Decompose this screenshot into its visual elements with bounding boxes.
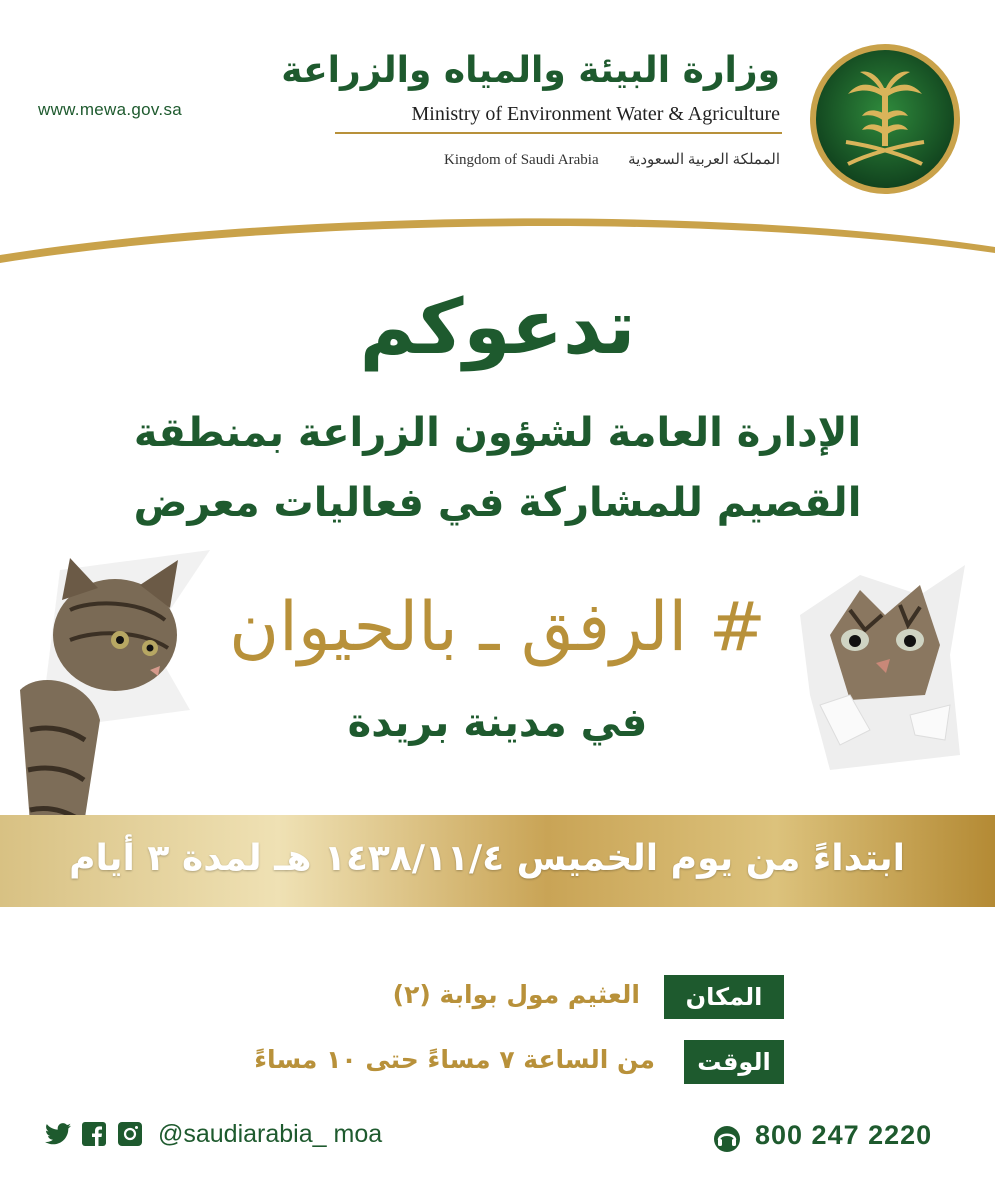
- place-label: المكان: [664, 975, 784, 1019]
- header-divider: [335, 132, 782, 134]
- social-handle[interactable]: @saudiarabia_ moa: [158, 1120, 383, 1148]
- kingdom-line: [444, 150, 780, 169]
- exhibition-hashtag: # الرفق ـ بالحيوان: [229, 588, 766, 667]
- gold-curve-divider: [0, 205, 995, 265]
- kingdom-english: Kingdom of Saudi Arabia: [444, 152, 599, 168]
- time-value: من الساعة ٧ مساءً حتى ١٠ مساءً: [254, 1045, 655, 1074]
- place-value: العثيم مول بوابة (٢): [392, 980, 640, 1009]
- facebook-icon[interactable]: [81, 1121, 107, 1147]
- headset-icon: [712, 1124, 742, 1154]
- website-url: www.mewa.gov.sa: [38, 100, 183, 119]
- city-line: في مدينة بريدة: [347, 700, 648, 746]
- ministry-name-english: Ministry of Environment Water & Agriculture: [411, 103, 780, 125]
- palm-swords-emblem-icon: [808, 42, 962, 196]
- invitation-heading: تدعوكم: [359, 282, 636, 371]
- instagram-icon[interactable]: [117, 1121, 143, 1147]
- twitter-icon[interactable]: [45, 1121, 71, 1147]
- invitation-line-2: القصيم للمشاركة في فعاليات معرض: [133, 480, 862, 526]
- kitten-right-illustration: [790, 555, 975, 785]
- invitation-line-1: الإدارة العامة لشؤون الزراعة بمنطقة: [133, 410, 862, 456]
- social-icons: [45, 1121, 143, 1147]
- kingdom-arabic: المملكة العربية السعودية: [628, 152, 780, 168]
- ministry-name-arabic: وزارة البيئة والمياه والزراعة: [281, 50, 780, 91]
- time-label: الوقت: [684, 1040, 784, 1084]
- phone-number[interactable]: 800 247 2220: [755, 1120, 933, 1150]
- date-text: ابتداءً من يوم الخميس ١٤٣٨/١١/٤ هـ لمدة ٣ أيام: [69, 838, 905, 879]
